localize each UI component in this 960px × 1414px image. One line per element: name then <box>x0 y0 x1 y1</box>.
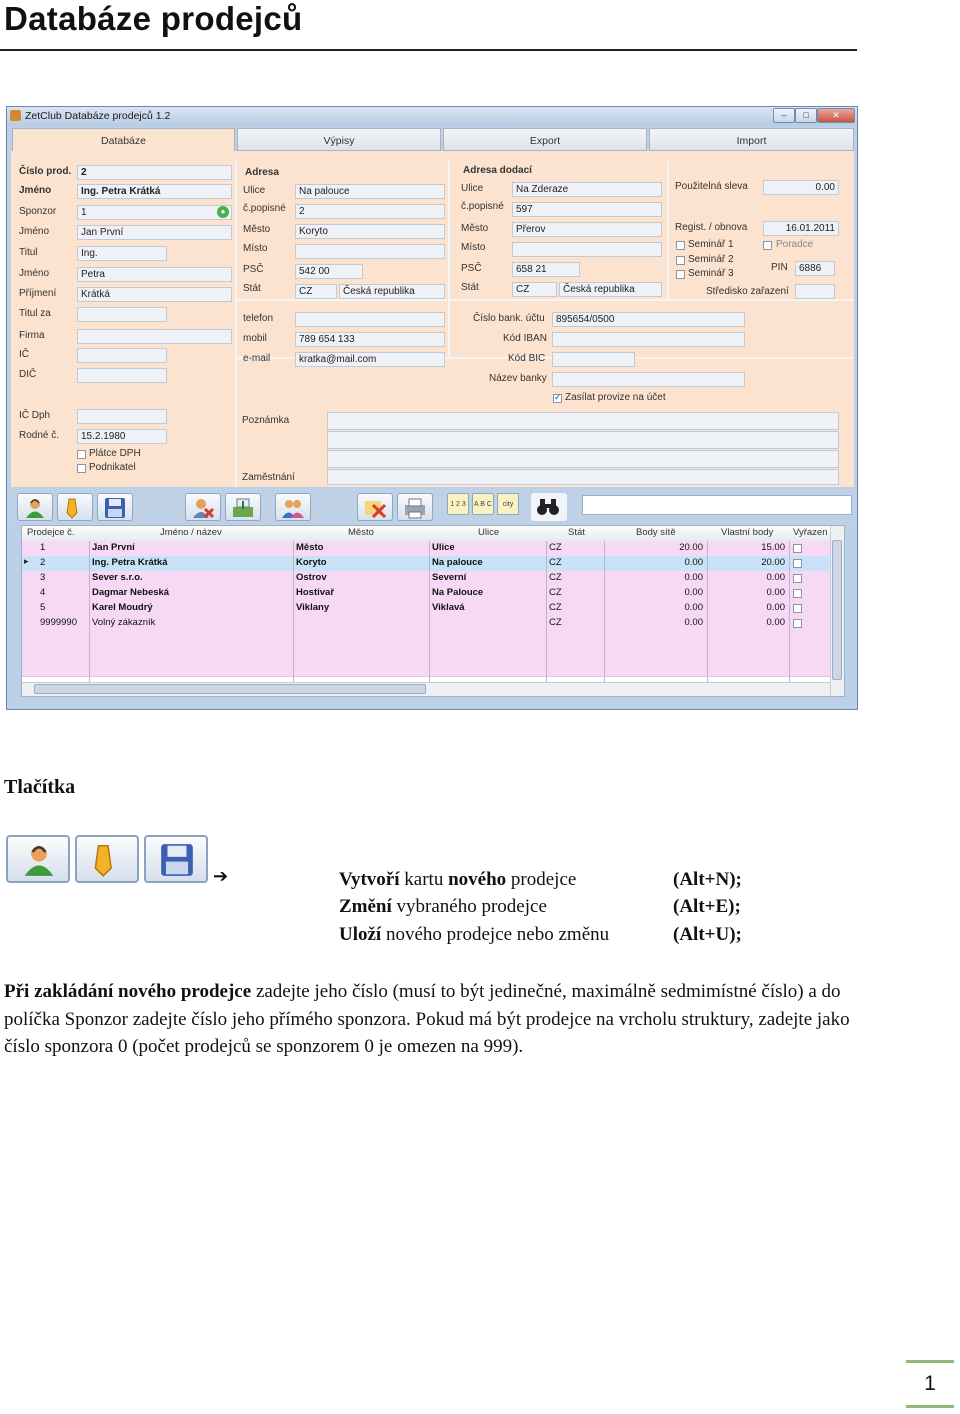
window-titlebar <box>7 107 857 126</box>
label-delivery-stat: Stát <box>461 282 479 293</box>
close-button[interactable]: ✕ <box>817 108 855 123</box>
rodne-cislo-field[interactable]: 15.2.1980 <box>77 429 167 444</box>
tab-export[interactable]: Export <box>443 128 647 151</box>
printer-button[interactable] <box>397 493 433 521</box>
firma-field[interactable] <box>77 329 232 344</box>
cell-country: CZ <box>549 572 562 583</box>
grid-header <box>22 526 830 542</box>
cell-city: Ostrov <box>296 572 327 583</box>
delete-seller-button[interactable] <box>185 493 221 521</box>
cell-net-points: 0.00 <box>684 617 703 628</box>
instruction-paragraph: Při zakládání nového prodejce zadejte jeho číslo (musí to být jedinečné, maximálně sedmimístné číslo) a do políčka Sponzor zadejte číslo jeho přímého sponzora. Pokud má být prodejce na vrcholu struktury, zadejte jako číslo sponzora 0 (počet prodejců se sponzorem 0 je omezen na 999). <box>4 981 850 1057</box>
minimize-button[interactable]: – <box>773 108 795 123</box>
cell-net-points: 0.00 <box>684 572 703 583</box>
seminar-2-checkbox[interactable] <box>676 256 685 265</box>
toolbar <box>11 489 854 525</box>
podnikatel-checkbox[interactable] <box>77 464 86 473</box>
cell-name: Karel Moudrý <box>92 602 153 613</box>
label-dic: DIČ <box>19 369 37 380</box>
label-misto: Místo <box>243 243 268 254</box>
dic-field[interactable] <box>77 368 167 383</box>
table-row[interactable] <box>22 541 830 557</box>
cell-own-points: 15.00 <box>761 542 785 553</box>
cell-own-points: 0.00 <box>766 572 785 583</box>
label-stat: Stát <box>243 283 261 294</box>
cell-street: Na Palouce <box>432 587 484 598</box>
jmeno-full-field[interactable]: Ing. Petra Krátká <box>77 184 232 199</box>
printer-icon <box>403 497 427 519</box>
cell-id: 2 <box>40 557 46 568</box>
title-rule <box>0 49 857 51</box>
col-stat[interactable]: Stát <box>568 527 585 538</box>
mesto-field[interactable]: Koryto <box>295 224 445 239</box>
table-row[interactable] <box>22 586 830 602</box>
cell-id: 9999990 <box>40 617 77 628</box>
table-row[interactable] <box>22 571 830 587</box>
misto-field[interactable] <box>295 244 445 259</box>
new-seller-big-button <box>6 835 70 883</box>
cell-name: Ing. Petra Krátká <box>92 557 168 568</box>
label-nazev-banky: Název banky <box>489 373 547 384</box>
mobil-field[interactable]: 789 654 133 <box>295 332 445 347</box>
col-prodejce[interactable]: Prodejce č. <box>27 527 75 538</box>
delivery-stat-code-field[interactable]: CZ <box>512 282 557 297</box>
binoculars-icon <box>536 496 560 518</box>
poradce-label: Poradce <box>776 239 814 250</box>
label-regist: Regist. / obnova <box>675 222 748 233</box>
sort-alpha-button[interactable]: A B C <box>472 493 494 515</box>
table-row[interactable] <box>22 646 830 662</box>
seminar-2-label: Seminář 2 <box>688 254 734 265</box>
edit-seller-button[interactable] <box>57 493 93 521</box>
remove-icon <box>363 497 387 519</box>
label-mesto: Město <box>243 224 271 235</box>
cell-id: 5 <box>40 602 46 613</box>
telefon-field[interactable] <box>295 312 445 327</box>
email-field[interactable]: kratka@mail.com <box>295 352 445 367</box>
sponsor-lookup-icon[interactable]: ● <box>217 206 229 218</box>
delivery-stat-name-field[interactable]: Česká republika <box>559 282 662 297</box>
cell-own-points: 20.00 <box>761 557 785 568</box>
zasilat-provize-checkbox[interactable] <box>553 394 562 403</box>
cell-street: Severní <box>432 572 467 583</box>
shortcut-save: (Alt+U); <box>673 924 742 945</box>
cell-id: 1 <box>40 542 46 553</box>
tab-vypisy[interactable]: Výpisy <box>237 128 441 151</box>
print-icon <box>231 497 255 519</box>
tab-databaze[interactable]: Databáze <box>12 128 235 153</box>
app-icon <box>10 110 21 121</box>
vyrazen-checkbox[interactable] <box>793 574 802 583</box>
edit-pencil-icon <box>89 841 127 879</box>
edit-seller-big-button <box>75 835 139 883</box>
label-delivery-ulice: Ulice <box>461 183 484 194</box>
platce-dph-checkbox[interactable] <box>77 450 86 459</box>
arrow-right-icon: ➔ <box>213 866 229 886</box>
label-firma: Firma <box>19 330 45 341</box>
app-window <box>6 106 858 710</box>
cell-street: Ulice <box>432 542 455 553</box>
cell-country: CZ <box>549 587 562 598</box>
cell-id: 4 <box>40 587 46 598</box>
label-rodne-cislo: Rodné č. <box>19 430 60 441</box>
current-row-marker-icon: ▸ <box>24 556 29 566</box>
sellers-grid <box>21 525 845 697</box>
users-button[interactable] <box>275 493 311 521</box>
label-email: e-mail <box>243 353 271 364</box>
label-titul-za: Titul za <box>19 308 51 319</box>
zamestnani-field[interactable] <box>327 469 839 485</box>
sleva-field[interactable]: 0.00 <box>763 180 839 195</box>
edit-pencil-icon <box>63 497 87 519</box>
table-row[interactable] <box>22 601 830 617</box>
zasilat-provize-label: Zasílat provize na účet <box>565 392 666 403</box>
sort-number-button[interactable]: 1 2 3 <box>447 493 469 515</box>
section-heading: Tlačítka <box>4 776 76 798</box>
shortcut-edit: (Alt+E); <box>673 896 741 917</box>
seller-form <box>11 151 854 487</box>
remove-button[interactable] <box>357 493 393 521</box>
label-iban: Kód IBAN <box>503 333 547 344</box>
podnikatel-label: Podnikatel <box>89 462 136 473</box>
cell-name: Dagmar Nebeská <box>92 587 170 598</box>
button-icons-strip <box>6 833 212 885</box>
transfer-button[interactable] <box>225 493 261 521</box>
grid-vertical-scrollbar[interactable] <box>830 526 844 696</box>
label-psc: PSČ <box>243 264 264 275</box>
cell-city: Město <box>296 542 324 553</box>
poradce-checkbox[interactable] <box>763 241 772 250</box>
cell-net-points: 0.00 <box>684 557 703 568</box>
poznamka-line-2[interactable] <box>327 431 839 449</box>
ucet-field[interactable]: 895654/0500 <box>552 312 745 327</box>
table-row[interactable] <box>22 616 830 632</box>
page-number: 1 <box>906 1360 954 1408</box>
cell-own-points: 0.00 <box>766 617 785 628</box>
label-poznamka: Poznámka <box>242 415 290 426</box>
cell-name: Volný zákazník <box>92 617 156 628</box>
seminar-3-checkbox[interactable] <box>676 270 685 279</box>
col-body-site[interactable]: Body sítě <box>636 527 676 538</box>
delivery-popisne-field[interactable]: 597 <box>512 202 662 217</box>
titul-field[interactable]: Ing. <box>77 246 167 261</box>
vyrazen-checkbox[interactable] <box>793 619 802 628</box>
table-row[interactable] <box>22 661 830 677</box>
label-ucet: Číslo bank. účtu <box>473 313 545 324</box>
poznamka-line-1[interactable] <box>327 412 839 430</box>
sponzor-field[interactable]: 1 <box>77 205 232 220</box>
stat-code-field[interactable]: CZ <box>295 284 337 299</box>
delivery-psc-field[interactable]: 658 21 <box>512 262 580 277</box>
cell-country: CZ <box>549 542 562 553</box>
cell-city: Koryto <box>296 557 327 568</box>
label-prijmeni: Příjmení <box>19 288 57 299</box>
vyrazen-checkbox[interactable] <box>793 559 802 568</box>
label-delivery-mesto: Město <box>461 223 489 234</box>
seminar-1-checkbox[interactable] <box>676 241 685 250</box>
col-ulice[interactable]: Ulice <box>478 527 500 538</box>
search-input[interactable] <box>582 495 852 515</box>
command-new: Vytvoří kartu nového prodejce <box>339 869 577 890</box>
label-jmeno: Jméno <box>19 268 50 279</box>
cell-name: Jan První <box>92 542 135 553</box>
label-delivery-misto: Místo <box>461 242 486 253</box>
tab-bar <box>10 128 854 151</box>
search-button[interactable] <box>531 493 567 521</box>
label-delivery-psc: PSČ <box>461 263 482 274</box>
seminar-3-label: Seminář 3 <box>688 268 734 279</box>
add-seller-button[interactable] <box>17 493 53 521</box>
col-mesto[interactable]: Město <box>348 527 374 538</box>
add-seller-icon <box>20 841 58 879</box>
pin-field[interactable]: 6886 <box>795 261 835 276</box>
cell-country: CZ <box>549 617 562 628</box>
label-telefon: telefon <box>243 313 274 324</box>
sponzor-jmeno-field[interactable]: Jan První <box>77 225 232 240</box>
cell-own-points: 0.00 <box>766 602 785 613</box>
cell-net-points: 0.00 <box>684 602 703 613</box>
label-popisne: č.popisné <box>243 203 286 214</box>
vyrazen-checkbox[interactable] <box>793 589 802 598</box>
save-floppy-icon <box>103 497 127 519</box>
label-zamestnani: Zaměstnání <box>242 472 295 483</box>
label-delivery-popisne: č.popisné <box>461 201 504 212</box>
label-mobil: mobil <box>243 333 267 344</box>
users-icon <box>281 497 305 519</box>
cell-id: 3 <box>40 572 46 583</box>
maximize-button[interactable]: □ <box>795 108 817 123</box>
delivery-misto-field[interactable] <box>512 242 662 257</box>
label-stredisko: Středisko zařazení <box>706 286 789 297</box>
titul-za-field[interactable] <box>77 307 167 322</box>
sort-city-button[interactable]: city <box>497 493 519 515</box>
iban-field[interactable] <box>552 332 745 347</box>
vyrazen-checkbox[interactable] <box>793 604 802 613</box>
cell-own-points: 0.00 <box>766 587 785 598</box>
vyrazen-checkbox[interactable] <box>793 544 802 553</box>
popisne-field[interactable]: 2 <box>295 204 445 219</box>
regist-field[interactable]: 16.01.2011 <box>763 221 839 236</box>
address-header: Adresa <box>245 167 279 178</box>
label-sponzor: Sponzor <box>19 206 57 217</box>
table-row[interactable] <box>22 556 830 572</box>
ulice-field[interactable]: Na palouce <box>295 184 445 199</box>
stat-name-field[interactable]: Česká republika <box>339 284 445 299</box>
poznamka-line-3[interactable] <box>327 450 839 468</box>
document-title: Databáze prodejců <box>4 0 303 37</box>
delivery-ulice-field[interactable]: Na Zderaze <box>512 182 662 197</box>
command-save: Uloží nového prodejce nebo změnu <box>339 924 610 945</box>
cell-street: Viklavá <box>432 602 465 613</box>
label-sponzor-jmeno: Jméno <box>19 226 50 237</box>
label-cislo-prod: Číslo prod. <box>19 166 72 177</box>
cell-city: Viklany <box>296 602 330 613</box>
bic-field[interactable] <box>552 352 635 367</box>
ic-dph-field[interactable] <box>77 409 167 424</box>
col-vyrazen[interactable]: Vyřazen <box>793 527 828 538</box>
command-edit: Změní vybraného prodejce <box>339 896 547 917</box>
psc-field[interactable]: 542 00 <box>295 264 363 279</box>
grid-horizontal-scrollbar[interactable] <box>22 682 830 696</box>
delivery-header: Adresa dodací <box>463 165 532 176</box>
label-bic: Kód BIC <box>508 353 546 364</box>
window-title: ZetClub Databáze prodejců 1.2 <box>25 110 171 122</box>
label-sleva: Použitelná sleva <box>675 181 748 192</box>
cell-city: Hostivař <box>296 587 335 598</box>
label-pin: PIN <box>771 262 788 273</box>
table-row[interactable] <box>22 631 830 647</box>
save-floppy-icon <box>158 841 196 879</box>
platce-dph-label: Plátce DPH <box>89 448 141 459</box>
label-ic: IČ <box>19 349 29 360</box>
seminar-1-label: Seminář 1 <box>688 239 734 250</box>
label-titul: Titul <box>19 247 38 258</box>
jmeno-field[interactable]: Petra <box>77 267 232 282</box>
save-seller-big-button <box>144 835 208 883</box>
label-ulice: Ulice <box>243 185 266 196</box>
shortcut-new: (Alt+N); <box>673 869 742 890</box>
delivery-mesto-field[interactable]: Přerov <box>512 222 662 237</box>
stredisko-field[interactable] <box>795 284 835 299</box>
add-seller-icon <box>23 497 47 519</box>
col-jmeno[interactable]: Jméno / název <box>160 527 222 538</box>
cell-net-points: 0.00 <box>684 587 703 598</box>
cell-country: CZ <box>549 602 562 613</box>
cell-country: CZ <box>549 557 562 568</box>
cell-net-points: 20.00 <box>679 542 703 553</box>
tab-import[interactable]: Import <box>649 128 854 151</box>
ic-field[interactable] <box>77 348 167 363</box>
nazev-banky-field[interactable] <box>552 372 745 387</box>
prijmeni-field[interactable]: Krátká <box>77 287 232 302</box>
save-seller-button[interactable] <box>97 493 133 521</box>
label-ic-dph: IČ Dph <box>19 410 51 421</box>
cell-street: Na palouce <box>432 557 483 568</box>
col-vlastni-body[interactable]: Vlastní body <box>721 527 774 538</box>
cell-name: Sever s.r.o. <box>92 572 143 583</box>
delete-user-icon <box>191 497 215 519</box>
label-jmeno-full: Jméno <box>19 185 52 196</box>
cislo-prod-field[interactable]: 2 <box>77 165 232 180</box>
